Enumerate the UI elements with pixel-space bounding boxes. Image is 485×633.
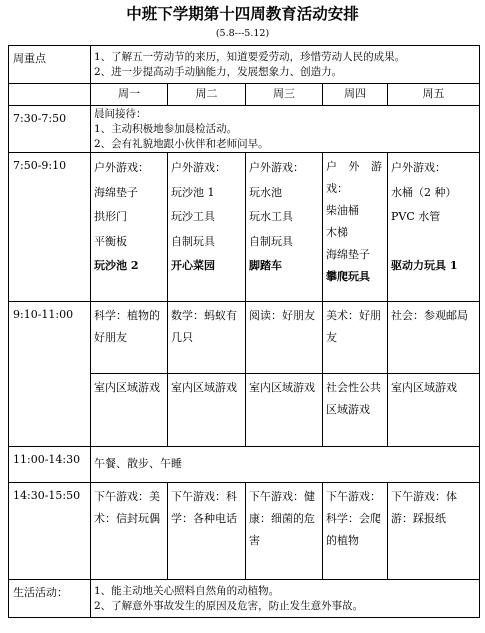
featured-activity: 脚踏车 [249,259,282,272]
day-header: 周四 [323,84,388,106]
lesson-cell [388,302,480,374]
life-content [91,580,480,618]
cell-line: 木梯 [326,226,348,239]
lunch-content: 午餐、散步、午睡 [91,447,480,483]
cell-line: 户外游戏： [171,161,226,174]
lunch-row [9,447,480,483]
area-cell [168,374,246,447]
cell-line: 水桶（2 种） [391,185,457,199]
day-header-row [9,84,480,106]
cell-line: 户外游戏： [391,161,446,174]
area-text: 室内区域游戏 [171,381,237,394]
area-text: 室内区域游戏 [391,381,457,394]
area-cell [246,374,323,447]
day-header: 周三 [246,84,323,106]
lesson-cell [323,302,388,374]
day-header: 周五 [388,84,480,106]
lesson-text: 美术：好朋友 [326,309,381,344]
lesson-cell [246,302,323,374]
focus-row [9,46,480,84]
time-label: 7:50-9:10 [9,153,91,302]
lesson-text: 阅读：好朋友 [249,309,315,322]
morning-line: 晨间接待： [94,108,147,120]
outdoor-cell-wed [246,153,323,302]
focus-label: 周重点 [9,46,91,84]
area-text: 室内区域游戏 [249,381,315,394]
life-line: 1、能主动地关心照料自然角的动植物。 [94,584,280,597]
afternoon-text: 下午游戏：体游：踩报纸 [391,490,457,525]
outdoor-cell-tue [168,153,246,302]
cell-line: 玩水池 [249,185,282,199]
page-title: 中班下学期第十四周教育活动安排 [126,5,359,23]
morning-line: 1、主动积极地参加晨检活动。 [94,123,238,135]
study-lesson-row [9,302,480,374]
afternoon-text: 下午游戏：美术：信封玩偶 [94,490,160,525]
area-cell [323,374,388,447]
cell-line: 戏： [326,182,348,195]
lesson-text: 数学：蚂蚁有几只 [171,309,237,344]
cell-line: 玩沙工具 [171,210,215,223]
cell-line [391,230,476,255]
afternoon-row [9,483,480,580]
afternoon-cell [246,483,323,580]
cell-line: PVC 水管 [391,210,441,223]
time-label: 9:10-11:00 [9,302,91,447]
cell-line: 平衡板 [94,234,127,248]
morning-content [91,106,480,153]
cell-line: 户外游戏： [249,161,304,174]
cell-line: 拱形门 [94,210,127,223]
outdoor-cell-mon [91,153,168,302]
lesson-text: 科学：植物的好朋友 [94,309,160,344]
afternoon-cell [168,483,246,580]
focus-line: 1、了解五一劳动节的来历，知道要爱劳动，珍惜劳动人民的成果。 [94,50,406,63]
morning-line: 2、会有礼貌地跟小伙伴和老师问早。 [94,138,269,150]
header-corner [9,84,91,106]
area-text: 室内区域游戏 [94,381,160,394]
cell-line: 户外游戏： [94,161,149,174]
day-header: 周二 [168,84,246,106]
cell-line: 玩水工具 [249,210,293,223]
featured-activity: 攀爬玩具 [326,270,370,283]
morning-row [9,106,480,153]
afternoon-text: 下午游戏：健康：细菌的危害 [249,490,315,547]
featured-activity: 驱动力玩具 1 [391,259,458,272]
cell-line: 自制玩具 [249,234,293,248]
day-header: 周一 [91,84,168,106]
life-row [9,580,480,618]
area-cell [91,374,168,447]
lesson-text: 社会：参观邮局 [391,309,468,322]
featured-activity: 玩沙池 2 [94,259,139,272]
afternoon-text: 下午游戏：科学：会爬的植物 [326,490,381,547]
cell-line: 户 外 游 [326,160,386,173]
focus-content [91,46,480,84]
date-range: (5.8---5.12) [215,28,270,39]
time-label: 7:30-7:50 [9,106,91,153]
life-line: 2、了解意外事故发生的原因及危害，防止发生意外事故。 [94,599,364,612]
life-label: 生活活动： [9,580,91,618]
area-cell [388,374,480,447]
cell-line: 柴油桶 [326,204,359,217]
outdoor-cell-fri [388,153,480,302]
time-label: 14:30-15:50 [9,483,91,580]
outdoor-row [9,153,480,302]
afternoon-cell [323,483,388,580]
cell-line: 自制玩具 [171,234,215,248]
schedule-table [8,45,480,618]
afternoon-cell [91,483,168,580]
outdoor-cell-thu [323,153,388,302]
lesson-cell [168,302,246,374]
cell-line: 海绵垫子 [326,248,370,261]
area-text: 社会性公共区域游戏 [326,381,381,416]
afternoon-cell [388,483,480,580]
afternoon-text: 下午游戏：科学：各种电话 [171,490,237,525]
cell-line: 玩沙池 1 [171,185,215,199]
time-label: 11:00-14:30 [9,447,91,483]
cell-line: 海绵垫子 [94,185,138,199]
focus-line: 2、进一步提高动手动脑能力，发展想象力、创造力。 [94,65,343,78]
featured-activity: 开心菜园 [171,259,215,272]
lesson-cell [91,302,168,374]
